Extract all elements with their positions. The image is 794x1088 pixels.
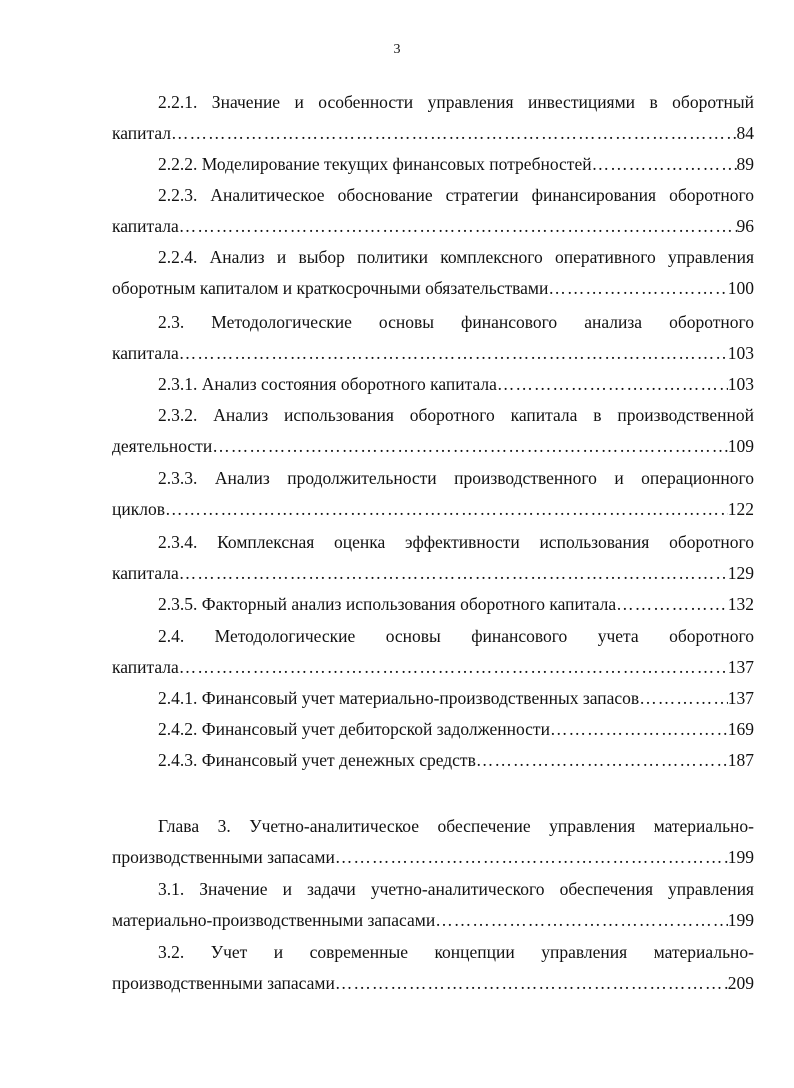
toc-entry-title: производственными запасами xyxy=(112,973,335,993)
leader-dots xyxy=(171,121,736,145)
leader-dots xyxy=(497,372,728,396)
toc-entry-title: деятельности xyxy=(112,436,213,456)
toc-page-number: 96 xyxy=(736,216,754,236)
toc-entry-2-3-3-line2 xyxy=(112,497,754,521)
toc-entry-2-4-2 xyxy=(158,717,754,741)
toc-entry-title: капитала xyxy=(112,216,179,236)
toc-entry-2-3-4-line2 xyxy=(112,561,754,585)
toc-page-number: 100 xyxy=(727,278,754,298)
leader-dots xyxy=(179,341,728,365)
toc-entry-title: 2.2.2. Моделирование текущих финансовых потребностей xyxy=(158,154,592,174)
leader-dots xyxy=(212,434,728,458)
leader-dots xyxy=(335,845,728,869)
toc-entry-2-3-line2 xyxy=(112,341,754,365)
toc-entry-2-3-3-line1: 2.3.3. Анализ продолжительности производственного и операционного xyxy=(158,468,754,488)
toc-entry-2-2-3-line2 xyxy=(112,214,754,238)
toc-entry-2-2-4-line1: 2.2.4. Анализ и выбор политики комплексного оперативного управления xyxy=(158,247,754,267)
toc-page-number: 84 xyxy=(736,123,754,143)
leader-dots xyxy=(435,908,728,932)
toc-page-number: 89 xyxy=(736,154,754,174)
toc-page-number: 137 xyxy=(727,657,754,677)
page-number: 3 xyxy=(393,42,401,57)
leader-dots xyxy=(335,971,728,995)
leader-dots xyxy=(592,152,737,176)
toc-page-number: 103 xyxy=(727,374,754,394)
toc-entry-title: 2.3.1. Анализ состояния оборотного капитала xyxy=(158,374,497,394)
toc-entry-2-2-3-line1: 2.2.3. Аналитическое обоснование стратегии финансирования оборотного xyxy=(158,185,754,205)
toc-page-number: 187 xyxy=(727,750,754,770)
toc-entry-2-4-line2 xyxy=(112,655,754,679)
toc-entry-2-3-2-line1: 2.3.2. Анализ использования оборотного капитала в производственной xyxy=(158,405,754,425)
toc-entry-2-4-line1: 2.4. Методологические основы финансового учета оборотного xyxy=(158,626,754,646)
toc-page-number: 169 xyxy=(727,719,754,739)
toc-entry-title: капитала xyxy=(112,563,179,583)
leader-dots xyxy=(179,214,737,238)
toc-page-number: 137 xyxy=(727,688,754,708)
toc-entry-2-3-2-line2 xyxy=(112,434,754,458)
toc-entry-title: капитал xyxy=(112,123,172,143)
toc-entry-title: циклов xyxy=(112,499,165,519)
toc-entry-2-3-line1: 2.3. Методологические основы финансового анализа оборотного xyxy=(158,312,754,332)
toc-chapter-3-line2 xyxy=(112,845,754,869)
leader-dots xyxy=(179,561,728,585)
leader-dots xyxy=(476,748,728,772)
leader-dots xyxy=(616,592,728,616)
toc-page-number: 199 xyxy=(727,910,754,930)
toc-entry-3-2-line1: 3.2. Учет и современные концепции управления материально- xyxy=(158,942,754,962)
leader-dots xyxy=(179,655,728,679)
toc-entry-2-3-5 xyxy=(158,592,754,616)
toc-page-number: 103 xyxy=(727,343,754,363)
toc-entry-title: материально-производственными запасами xyxy=(112,910,436,930)
toc-page-number: 122 xyxy=(727,499,754,519)
toc-page-number: 132 xyxy=(727,594,754,614)
toc-page-number: 109 xyxy=(727,436,754,456)
toc-entry-title: 2.4.1. Финансовый учет материально-производственных запасов xyxy=(158,688,640,708)
toc-page-number: 129 xyxy=(727,563,754,583)
toc-entry-title: оборотным капиталом и краткосрочными обязательствами xyxy=(112,278,549,298)
toc-entry-2-2-1-line2 xyxy=(112,121,754,145)
toc-entry-3-2-line2 xyxy=(112,971,754,995)
leader-dots xyxy=(548,276,727,300)
toc-entry-title: 2.4.2. Финансовый учет дебиторской задолженности xyxy=(158,719,550,739)
toc-page-number: 209 xyxy=(727,973,754,993)
toc-entry-2-2-1-line1: 2.2.1. Значение и особенности управления инвестициями в оборотный xyxy=(158,92,754,112)
leader-dots xyxy=(639,686,728,710)
toc-page-number: 199 xyxy=(727,847,754,867)
toc-chapter-3-line1: Глава 3. Учетно-аналитическое обеспечение управления материально- xyxy=(158,816,754,836)
toc-entry-title: капитала xyxy=(112,343,179,363)
toc-entry-title: 2.3.5. Факторный анализ использования оборотного капитала xyxy=(158,594,617,614)
toc-entry-2-2-2 xyxy=(158,152,754,176)
toc-entry-3-1-line1: 3.1. Значение и задачи учетно-аналитического обеспечения управления xyxy=(158,879,754,899)
toc-entry-3-1-line2 xyxy=(112,908,754,932)
toc-entry-title: производственными запасами xyxy=(112,847,335,867)
toc-entry-2-3-4-line1: 2.3.4. Комплексная оценка эффективности использования оборотного xyxy=(158,532,754,552)
toc-entry-2-4-3 xyxy=(158,748,754,772)
toc-entry-2-3-1 xyxy=(158,372,754,396)
toc-entry-title: капитала xyxy=(112,657,179,677)
toc-entry-title: 2.4.3. Финансовый учет денежных средств xyxy=(158,750,476,770)
leader-dots xyxy=(165,497,728,521)
toc-entry-2-4-1 xyxy=(158,686,754,710)
toc-entry-2-2-4-line2 xyxy=(112,276,754,300)
leader-dots xyxy=(550,717,728,741)
